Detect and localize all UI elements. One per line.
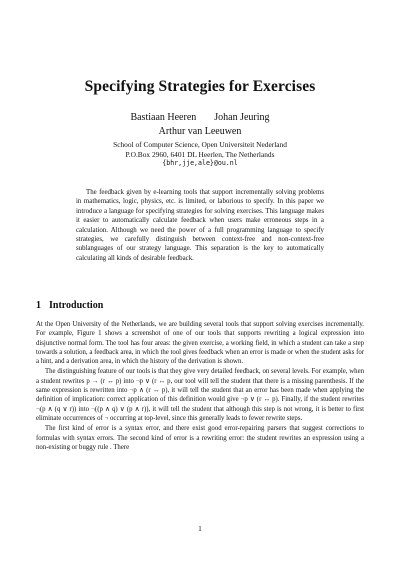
paper-title: Specifying Strategies for Exercises <box>84 78 316 95</box>
author-email: {bhr,jje,ale}@ou.nl <box>162 159 238 168</box>
author-name: Johan Jeuring <box>214 112 270 123</box>
author-name: Bastiaan Heeren <box>130 112 197 123</box>
section-number: 1 <box>36 300 41 311</box>
author-row <box>0 111 400 125</box>
section-title: Introduction <box>49 300 104 311</box>
affiliation-line: School of Computer Science, Open Universiteit Nederland <box>113 140 287 149</box>
body-paragraph: At the Open University of the Netherlands, we are building several tools that support solving exercises incrementally. For example, Figure 1 shows a screenshot of one of our tools that supports rewriting a logical expression into disjunctive normal form. The tool has four areas: the given exercise, a working field, in which a student can take a step towards a solution, a feedback area, in which the tool gives feedback when an error is made or when the student asks for a hint, and a derivation area, in which the history of the derivation is shown. <box>36 321 364 366</box>
author-block <box>0 111 400 139</box>
abstract: The feedback given by e-learning tools that support incrementally solving problems in mathematics, logic, physics, etc. is limited, or laborious to specify. In this paper we introduce a language for specifying strategies for solving exercises. This language makes it easier to automatically calculate feedback when users make erroneous steps in a calculation. Although we need the power of a full programming language to specify strategies, we carefully distinguish between context-free and non-context-free sublanguages of our strategy language. This separation is the key to automatically calculating all kinds of desirable feedback. <box>76 189 324 262</box>
author-name: Arthur van Leeuwen <box>158 126 242 137</box>
affiliation-address: P.O.Box 2960, 6401 DL Heerlen, The Netherlands <box>125 149 275 159</box>
page-number: 1 <box>198 524 202 533</box>
affiliation-block <box>0 140 400 169</box>
section-heading <box>36 300 103 311</box>
body-paragraph: The first kind of error is a syntax error, and there exist good error-repairing parsers that suggest corrections to formulas with syntax errors. The second kind of error is a rewriting error: the student rewrites an expression using a non-existing or buggy rule . There <box>36 425 364 451</box>
body-paragraph: The distinguishing feature of our tools is that they give very detailed feedback, on several levels. For example, when a student rewrites p → (r ↔ p) into ¬p ∨ (r ↔ p, our tool will tell the student that there is a missing parenthesis. If the same expression is rewritten into ¬p ∧ (r ↔ p), it will tell the student that an error has been made when applying the definition of implication: correct application of this definition would give ¬p ∨ (r ↔ p). Finally, if the student rewrites ¬(p ∧ (q ∨ r)) into ¬((p ∧ q) ∨ (p ∧ r)), it will tell the student that although this step is not wrong, it is better to first eliminate occurrences of ¬ occurring at top-level, since this generally leads to fewer rewrite steps. <box>36 368 364 422</box>
section-body <box>36 320 364 453</box>
